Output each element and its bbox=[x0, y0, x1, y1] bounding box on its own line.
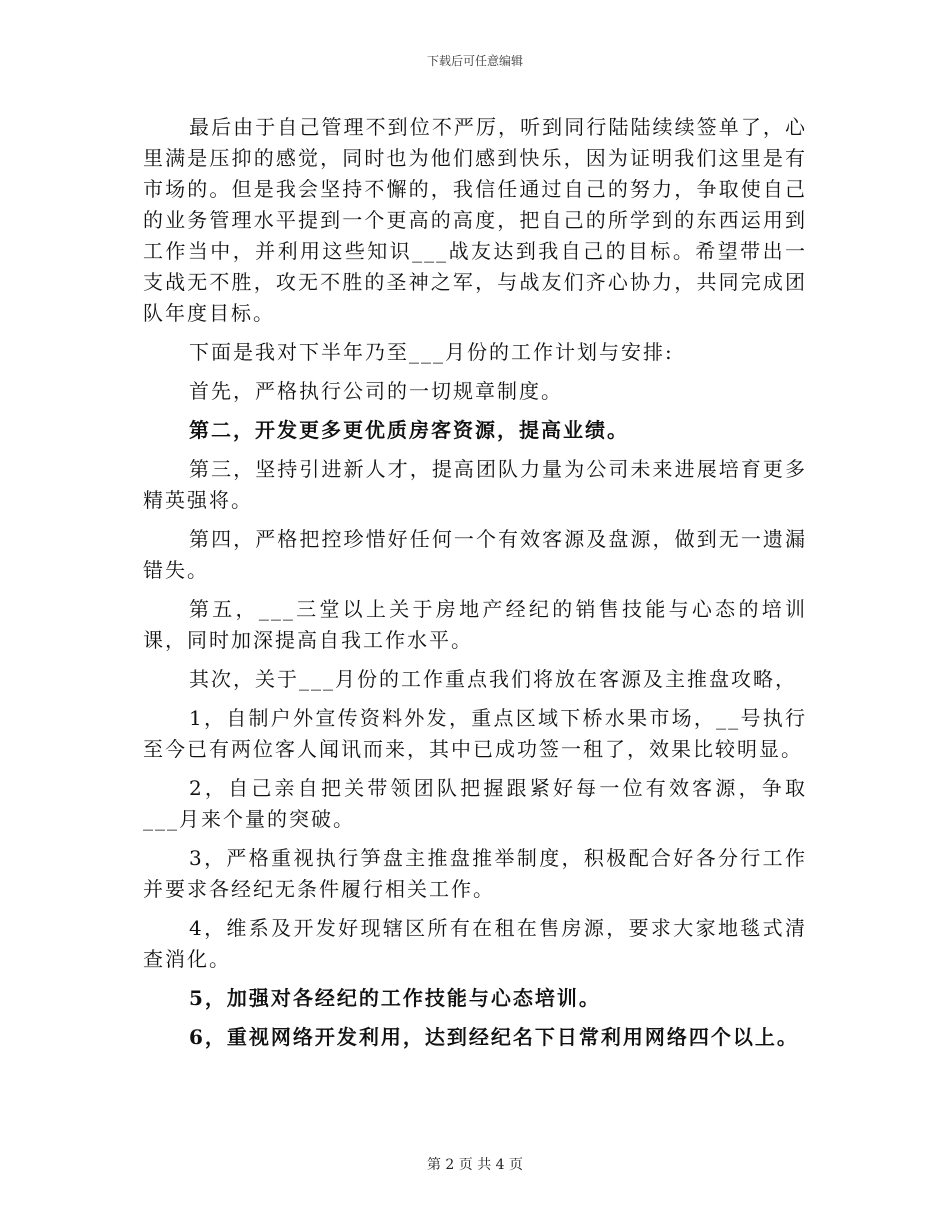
paragraph-14-bold: 6，重视网络开发利用，达到经纪名下日常利用网络四个以上。 bbox=[189, 1025, 799, 1049]
paragraph-2: 下面是我对下半年乃至___月份的工作计划与安排: bbox=[189, 340, 674, 364]
paragraph-13-bold: 5，加强对各经纪的工作技能与心态培训。 bbox=[189, 986, 601, 1010]
paragraph-7: 第五，___三堂以上关于房地产经纪的销售技能与心态的培训课，同时加深提高自我工作水平。 bbox=[143, 597, 807, 652]
paragraph-11: 3，严格重视执行笋盘主推盘推举制度，积极配合好各分行工作并要求各经纪无条件履行相关工作。 bbox=[143, 846, 807, 901]
paragraph-10: 2，自己亲自把关带领团队把握跟紧好每一位有效客源，争取___月来个量的突破。 bbox=[143, 776, 807, 831]
paragraph-4-bold: 第二，开发更多更优质房客资源，提高业绩。 bbox=[189, 418, 629, 442]
page-number: 第 2 页 共 4 页 bbox=[426, 1157, 524, 1173]
document-body bbox=[143, 112, 807, 1061]
paragraph-6: 第四，严格把控珍惜好任何一个有效客源及盘源，做到无一遗漏错失。 bbox=[143, 527, 807, 582]
paragraph-9: 1，自制户外宣传资料外发，重点区域下桥水果市场，__号执行至今已有两位客人闻讯而来，其中已成功签一租了，效果比较明显。 bbox=[143, 706, 807, 761]
paragraph-12: 4，维系及开发好现辖区所有在租在售房源，要求大家地毯式清查消化。 bbox=[143, 916, 807, 971]
page-header: 下载后可任意编辑 bbox=[426, 54, 523, 68]
paragraph-1: 最后由于自己管理不到位不严厉，听到同行陆陆续续签单了，心里满是压抑的感觉，同时也为他们感到快乐，因为证明我们这里是有市场的。但是我会坚持不懈的，我信任通过自己的努力，争取使自己的业务管理水平提到一个更高的高度，把自己的所学到的东西运用到工作当中，并利用这些知识___战友达到我自己的目标。希望带出一支战无不胜，攻无不胜的圣神之军，与战友们齐心协力，共同完成团队年度目标。 bbox=[143, 115, 807, 325]
paragraph-5: 第三，坚持引进新人才，提高团队力量为公司未来进展培育更多精英强将。 bbox=[143, 457, 807, 512]
paragraph-3: 首先，严格执行公司的一切规章制度。 bbox=[189, 379, 563, 403]
paragraph-8: 其次，关于___月份的工作重点我们将放在客源及主推盘攻略， bbox=[189, 667, 797, 691]
